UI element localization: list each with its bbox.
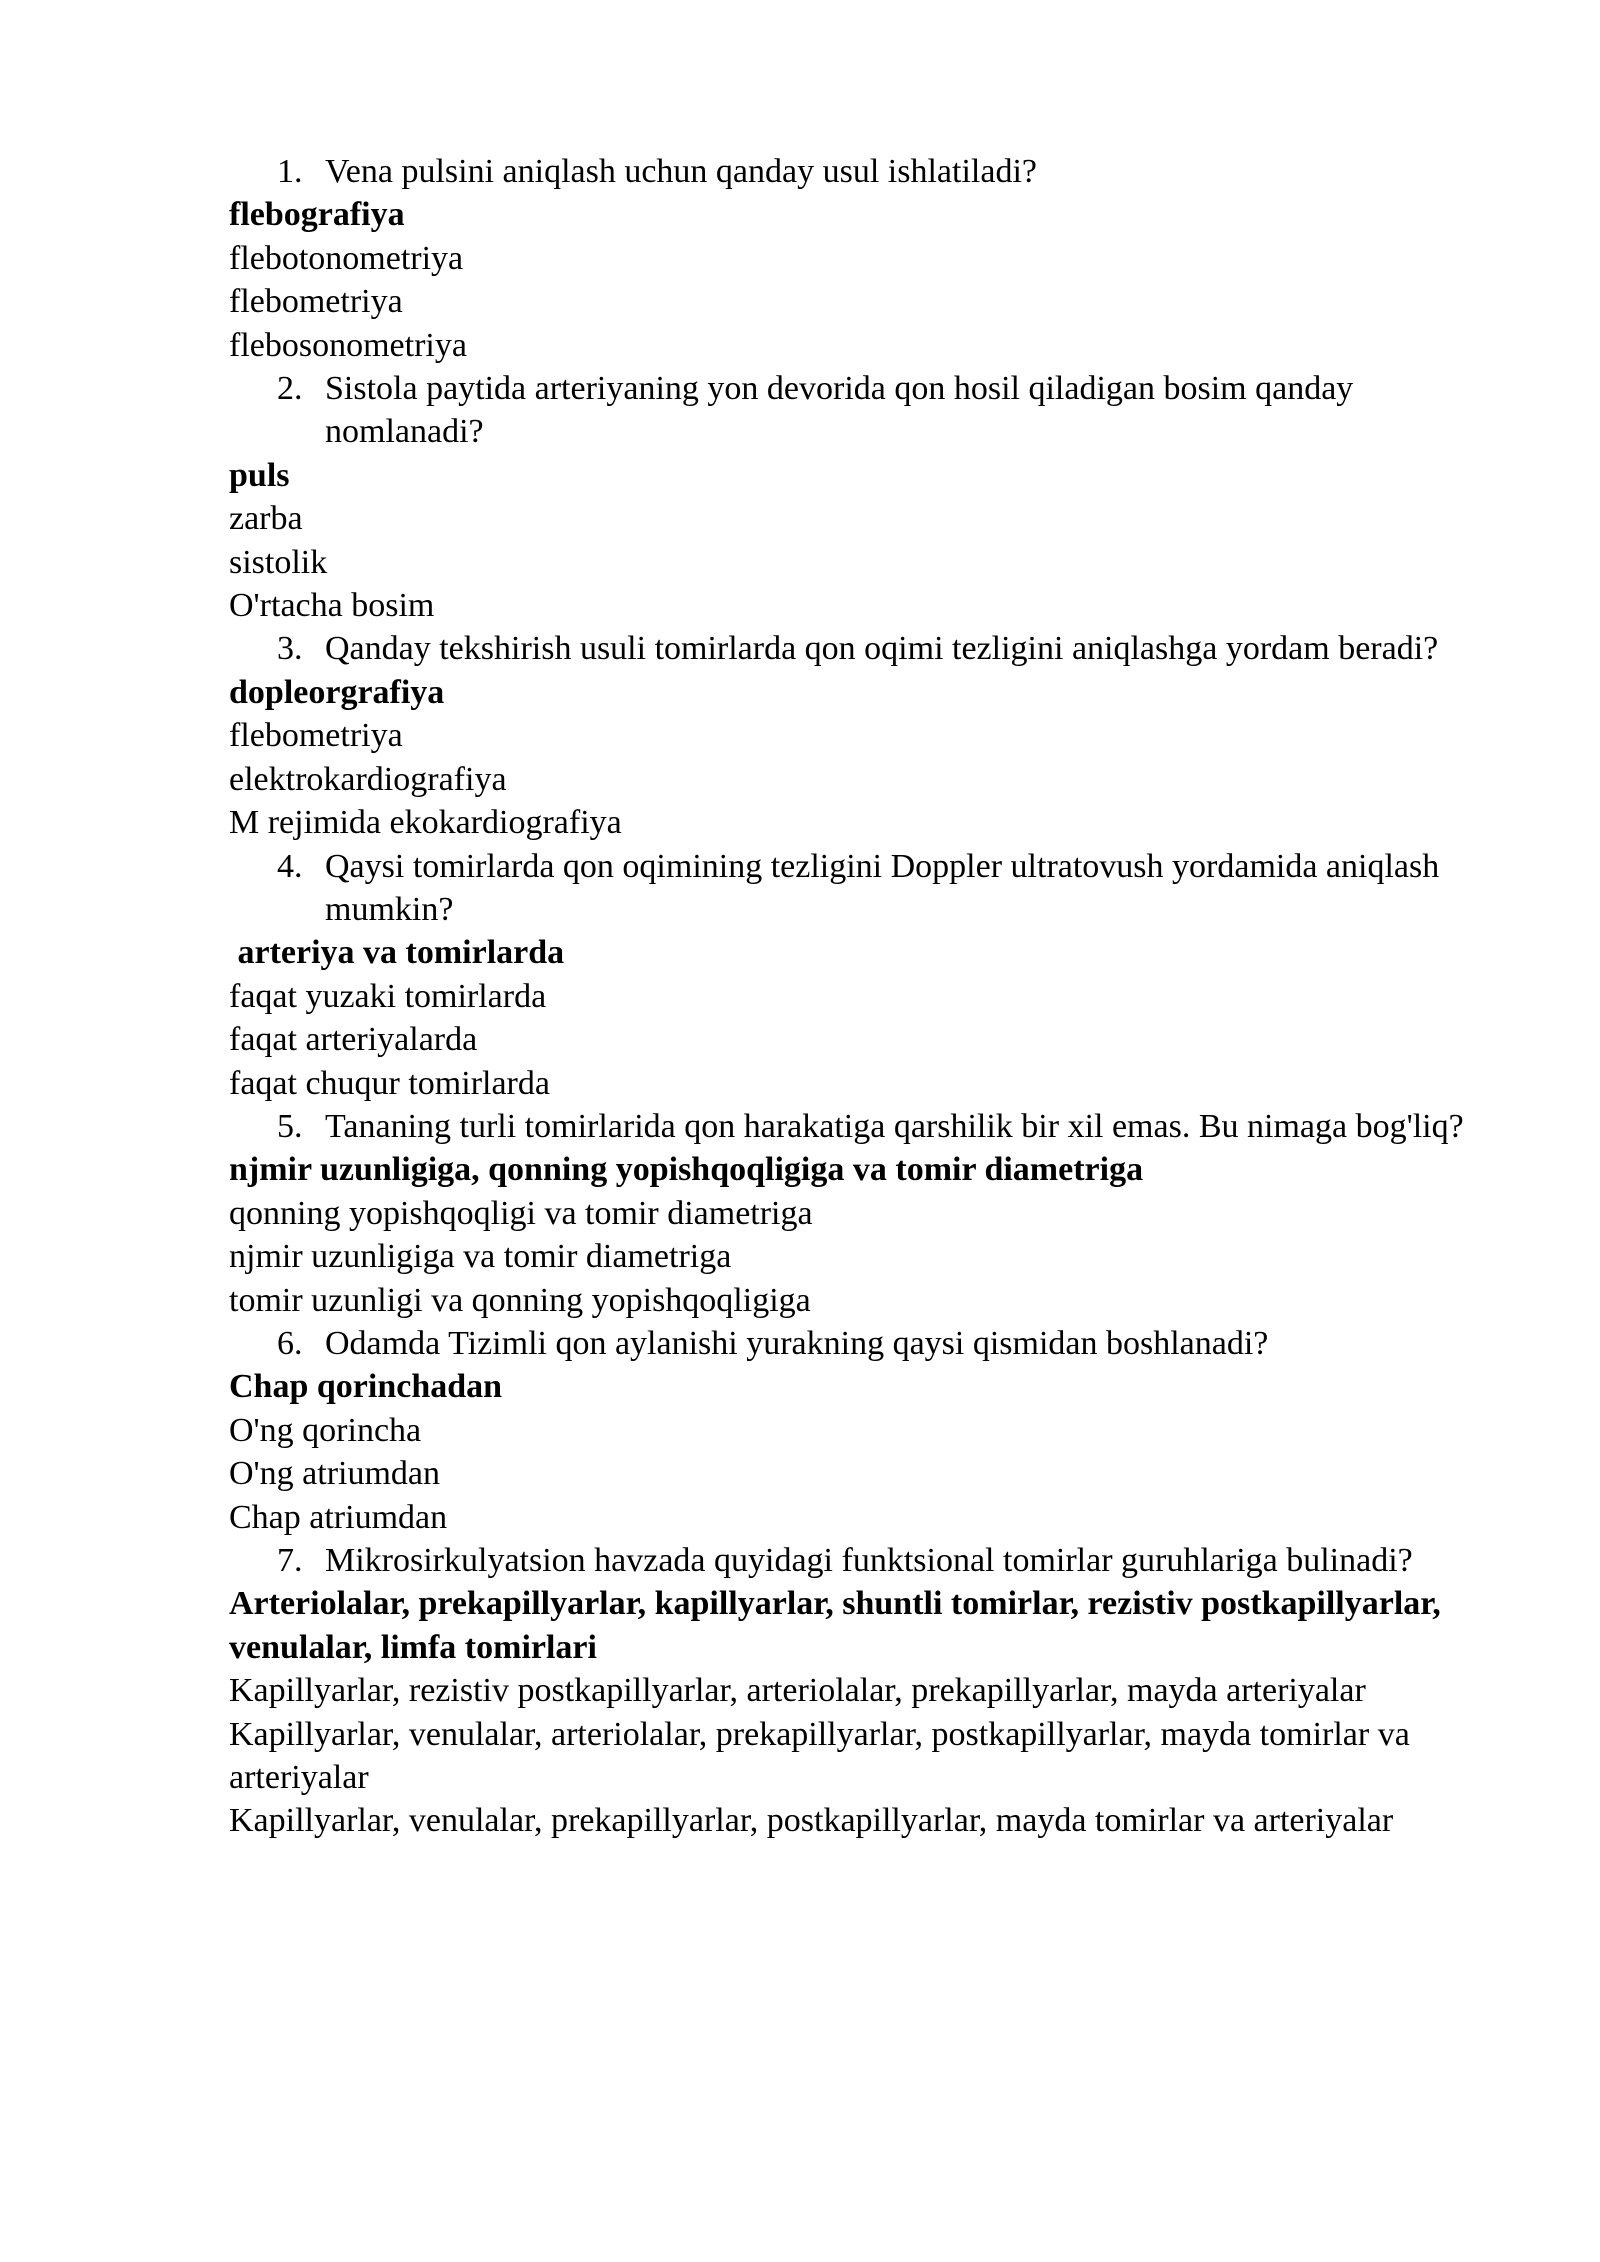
question-number: 2. [277,370,303,408]
answer-option: Kapillyarlar, rezistiv postkapillyarlar, arteriolalar, prekapillyarlar, mayda arteriyalar [229,1672,1366,1710]
quiz-content [229,150,1479,1843]
answer-correct: dopleorgrafiya [229,673,445,711]
question-2 [229,367,1479,454]
answer-correct: flebografiya [229,196,405,234]
question-block-7 [229,1539,1479,1843]
answer-option: M rejimida ekokardiografiya [229,804,622,842]
question-text: Mikrosirkulyatsion havzada quyidagi funktsional tomirlar guruhlariga bulinadi? [325,1542,1413,1579]
question-text: Odamda Tizimli qon aylanishi yurakning qaysi qismidan boshlanadi? [325,1324,1269,1362]
question-number: 5. [277,1107,303,1145]
question-block-5 [229,1105,1479,1322]
answer-option: faqat chuqur tomirlarda [229,1064,550,1102]
question-block-1 [229,150,1479,367]
question-5 [229,1105,1479,1148]
answer-option: sistolik [229,543,328,581]
answer-option: Chap atriumdan [229,1498,448,1536]
answer-option: qonning yopishqoqligi va tomir diametriga [229,1194,813,1232]
question-block-3 [229,627,1479,844]
question-text: Vena pulsini aniqlash uchun qanday usul ishlatiladi? [325,153,1037,190]
question-block-2 [229,367,1479,627]
answer-option: flebometriya [229,717,403,755]
answer-option: elektrokardiografiya [229,760,507,798]
answer-option: zarba [229,500,303,538]
question-number: 6. [277,1324,303,1362]
question-3 [229,627,1479,670]
question-number: 7. [277,1542,303,1579]
question-6 [229,1322,1479,1365]
answer-option: O'ng atriumdan [229,1455,441,1493]
answer-correct: njmir uzunligiga, qonning yopishqoqligiga va tomir diametriga [229,1151,1144,1189]
answer-correct: puls [229,456,290,494]
question-number: 1. [277,153,303,190]
answer-option: flebosonometriya [229,326,467,364]
answer-option: Kapillyarlar, venulalar, prekapillyarlar, postkapillyarlar, mayda tomirlar va arteriyalar [229,1802,1394,1840]
answer-option: flebometriya [229,283,403,321]
answer-correct: Arteriolalar, prekapillyarlar, kapillyarlar, shuntli tomirlar, rezistiv postkapillyarlar, venulalar, limfa tomirlari [229,1585,1450,1666]
question-number: 4. [277,847,303,885]
answer-option: tomir uzunligi va qonning yopishqoqligiga [229,1281,811,1319]
question-text: Sistola paytida arteriyaning yon devorida qon hosil qiladigan bosim qanday nomlanadi? [325,370,1354,451]
answer-correct: arteriya va tomirlarda [229,934,565,972]
question-text: Tananing turli tomirlarida qon harakatiga qarshilik bir xil emas. Bu nimaga bog'liq? [325,1107,1464,1145]
answer-option: flebotonometriya [229,239,464,277]
answer-option: njmir uzunligiga va tomir diametriga [229,1238,732,1276]
answer-option: Kapillyarlar, venulalar, arteriolalar, prekapillyarlar, postkapillyarlar, mayda tomirlar va arteriyalar [229,1715,1419,1797]
answer-option: O'ng qorincha [229,1411,422,1449]
question-text: Qanday tekshirish usuli tomirlarda qon oqimi tezligini aniqlashga yordam beradi? [325,630,1439,668]
question-7 [229,1539,1479,1582]
question-block-6 [229,1322,1479,1539]
question-4 [229,845,1479,932]
question-1 [229,150,1479,193]
question-block-4 [229,845,1479,1105]
answer-correct: Chap qorinchadan [229,1368,503,1406]
answer-option: O'rtacha bosim [229,587,435,625]
answer-option: faqat arteriyalarda [229,1021,478,1059]
answer-option: faqat yuzaki tomirlarda [229,977,547,1015]
question-text: Qaysi tomirlarda qon oqimining tezligini Doppler ultratovush yordamida aniqlash mumkin? [325,847,1440,928]
question-number: 3. [277,630,303,668]
